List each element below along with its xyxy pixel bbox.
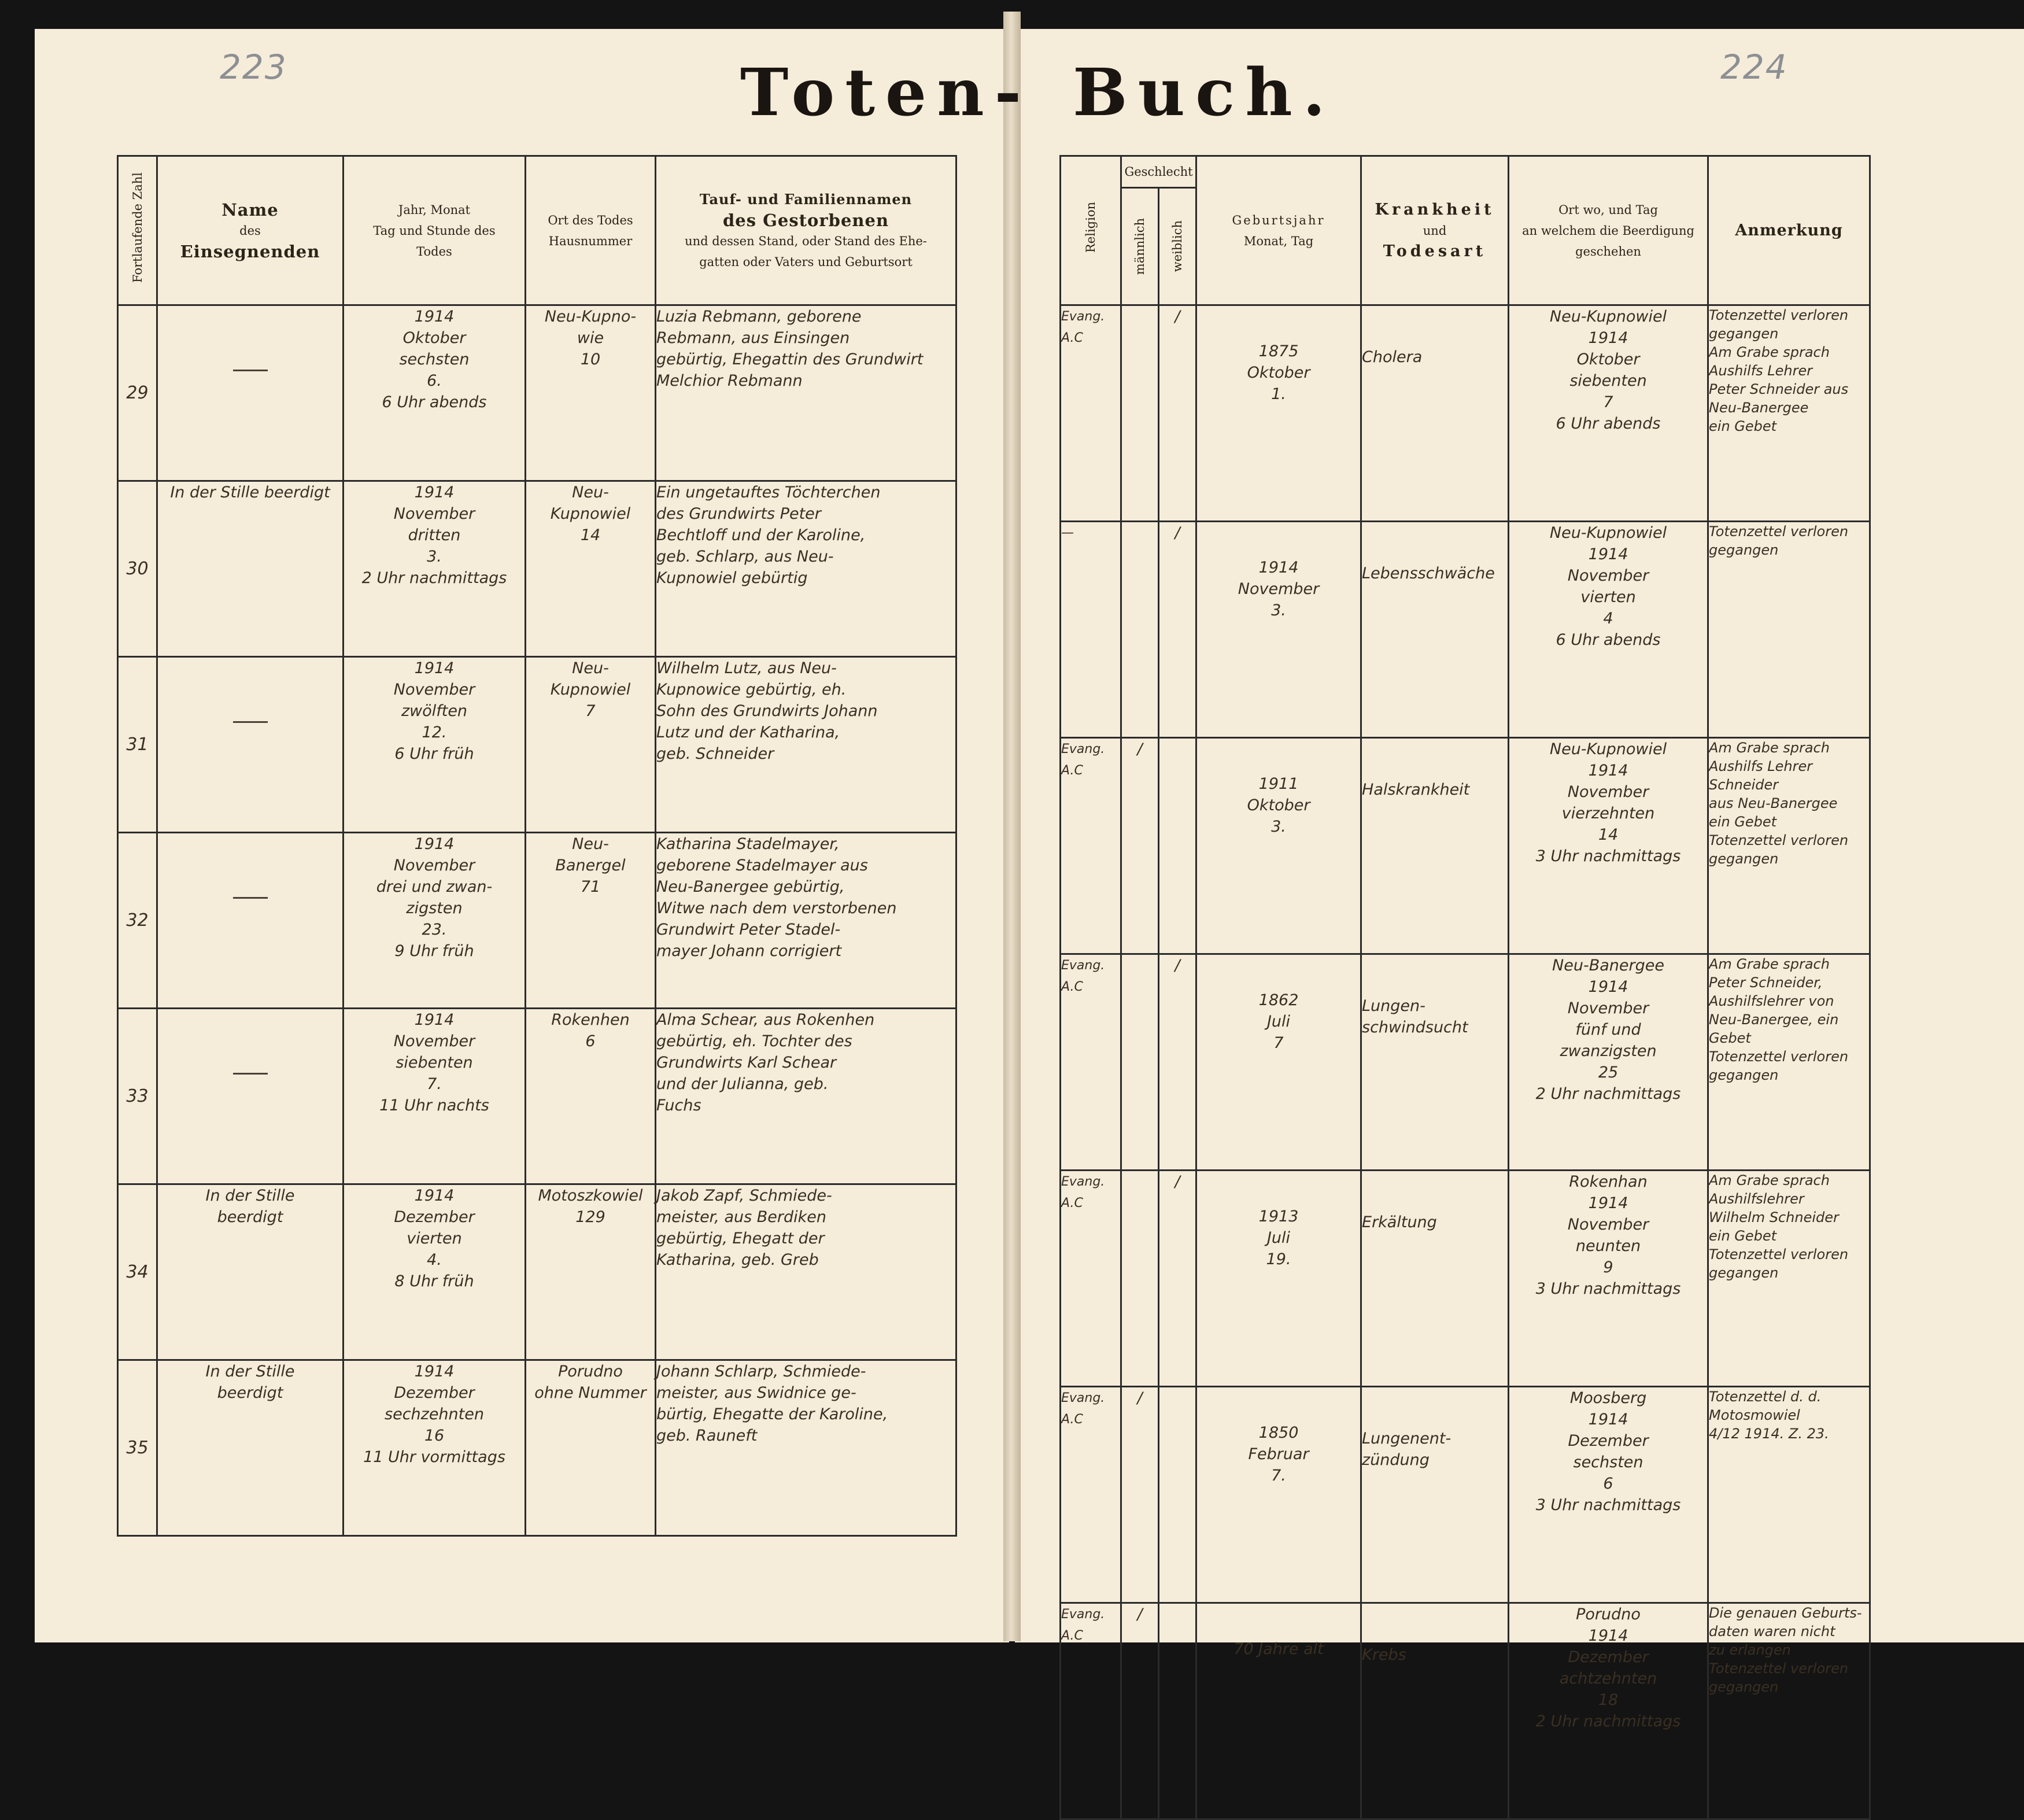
einsegnender-cell xyxy=(157,1009,344,1184)
header-ort-des-todes: Ort des Todes Hausnummer xyxy=(526,156,656,305)
entry-number: 30 xyxy=(118,481,157,657)
table-row xyxy=(118,481,956,657)
page-number-right: 224 xyxy=(1720,47,1788,87)
maennlich-cell xyxy=(1121,522,1159,738)
krankheit-cell: Krebs xyxy=(1361,1603,1509,1819)
anmerkung-cell: Totenzettel verloren gegangen xyxy=(1708,522,1870,738)
todesort-cell: Rokenhen 6 xyxy=(526,1009,656,1184)
krankheit-cell: Lebensschwäche xyxy=(1361,522,1509,738)
header-maennlich: männlich xyxy=(1133,217,1147,275)
geburtsdatum-cell: 70 Jahre alt xyxy=(1196,1603,1361,1819)
header-name: Name des Einsegnenden xyxy=(157,156,344,305)
religion-cell: Evang. A.C xyxy=(1061,1171,1121,1387)
maennlich-cell xyxy=(1121,1171,1159,1387)
entry-number: 31 xyxy=(118,657,157,833)
einsegnender-text: In der Stille beerdigt xyxy=(205,1187,295,1226)
weiblich-cell: / xyxy=(1159,522,1196,738)
verstorbener-cell: Wilhelm Lutz, aus Neu- Kupnowice gebürtig, eh. Sohn des Grundwirts Johann Lutz und der Katharina, geb. Schneider xyxy=(656,657,956,833)
beerdigung-cell: Rokenhan 1914 November neunten 9 3 Uhr nachmittags xyxy=(1509,1171,1708,1387)
entry-number: 32 xyxy=(118,833,157,1009)
dash-mark xyxy=(233,721,268,723)
header-beerdigung: Ort wo, und Tag an welchem die Beerdigung geschehen xyxy=(1509,156,1708,305)
einsegnender-text: In der Stille beerdigt xyxy=(170,483,330,501)
todesdatum-cell: 1914 November dritten 3. 2 Uhr nachmittags xyxy=(344,481,526,657)
todesdatum-cell: 1914 Oktober sechsten 6. 6 Uhr abends xyxy=(344,305,526,481)
table-row xyxy=(1061,1387,1870,1603)
einsegnender-cell xyxy=(157,833,344,1009)
religion-cell: Evang. A.C xyxy=(1061,1387,1121,1603)
weiblich-cell xyxy=(1159,1387,1196,1603)
verstorbener-cell: Jakob Zapf, Schmiede- meister, aus Berdiken gebürtig, Ehegatt der Katharina, geb. Greb xyxy=(656,1184,956,1360)
ledger-right xyxy=(1059,155,1869,1820)
todesort-cell: Motoszkowiel 129 xyxy=(526,1184,656,1360)
krankheit-cell: Lungenent- zündung xyxy=(1361,1387,1509,1603)
einsegnender-cell xyxy=(157,1360,344,1536)
header-anmerkung: Anmerkung xyxy=(1708,156,1870,305)
religion-cell: Evang. A.C xyxy=(1061,1603,1121,1819)
maennlich-cell: / xyxy=(1121,1603,1159,1819)
beerdigung-cell: Neu-Kupnowiel 1914 Oktober siebenten 7 6 Uhr abends xyxy=(1509,305,1708,522)
geburtsdatum-cell: 1913 Juli 19. xyxy=(1196,1171,1361,1387)
table-row xyxy=(118,305,956,481)
maennlich-cell xyxy=(1121,954,1159,1171)
dash-mark xyxy=(233,370,268,371)
verstorbener-cell: Alma Schear, aus Rokenhen gebürtig, eh. Tochter des Grundwirts Karl Schear und der Julianna, geb. Fuchs xyxy=(656,1009,956,1184)
verstorbener-cell: Katharina Stadelmayer, geborene Stadelmayer aus Neu-Banergee gebürtig, Witwe nach dem verstorbenen Grundwirt Peter Stadel- mayer Johann corrigiert xyxy=(656,833,956,1009)
ledger-left xyxy=(117,155,955,1537)
krankheit-cell: Cholera xyxy=(1361,305,1509,522)
dash-mark xyxy=(233,897,268,899)
entry-number: 33 xyxy=(118,1009,157,1184)
religion-cell: Evang. A.C xyxy=(1061,738,1121,954)
geburtsdatum-cell: 1911 Oktober 3. xyxy=(1196,738,1361,954)
todesort-cell: Neu- Kupnowiel 7 xyxy=(526,657,656,833)
table-row xyxy=(1061,1171,1870,1387)
beerdigung-cell: Neu-Kupnowiel 1914 November vierzehnten 14 3 Uhr nachmittags xyxy=(1509,738,1708,954)
dash-mark xyxy=(233,1073,268,1075)
geburtsdatum-cell: 1862 Juli 7 xyxy=(1196,954,1361,1171)
krankheit-cell: Lungen- schwindsucht xyxy=(1361,954,1509,1171)
weiblich-cell: / xyxy=(1159,954,1196,1171)
table-row xyxy=(118,1184,956,1360)
title-right: Buch. xyxy=(1073,55,1336,131)
table-row xyxy=(1061,738,1870,954)
verstorbener-cell: Luzia Rebmann, geborene Rebmann, aus Einsingen gebürtig, Ehegattin des Grundwirt Melchior Rebmann xyxy=(656,305,956,481)
table-row xyxy=(118,833,956,1009)
table-row xyxy=(1061,522,1870,738)
todesort-cell: Porudno ohne Nummer xyxy=(526,1360,656,1536)
header-weiblich: weiblich xyxy=(1170,220,1185,272)
geburtsdatum-cell: 1875 Oktober 1. xyxy=(1196,305,1361,522)
maennlich-cell: / xyxy=(1121,738,1159,954)
header-geburtsjahr: Geburtsjahr Monat, Tag xyxy=(1196,156,1361,305)
table-row xyxy=(118,1009,956,1184)
einsegnender-cell xyxy=(157,481,344,657)
entry-number: 35 xyxy=(118,1360,157,1536)
religion-cell: — xyxy=(1061,522,1121,738)
header-jahr: Jahr, Monat Tag und Stunde des Todes xyxy=(344,156,526,305)
table-row xyxy=(1061,305,1870,522)
weiblich-cell xyxy=(1159,1603,1196,1819)
maennlich-cell: / xyxy=(1121,1387,1159,1603)
beerdigung-cell: Moosberg 1914 Dezember sechsten 6 3 Uhr nachmittags xyxy=(1509,1387,1708,1603)
beerdigung-cell: Neu-Kupnowiel 1914 November vierten 4 6 Uhr abends xyxy=(1509,522,1708,738)
weiblich-cell: / xyxy=(1159,1171,1196,1387)
anmerkung-cell: Am Grabe sprach Aushilfslehrer Wilhelm Schneider ein Gebet Totenzettel verloren gegangen xyxy=(1708,1171,1870,1387)
todesdatum-cell: 1914 November siebenten 7. 11 Uhr nachts xyxy=(344,1009,526,1184)
todesdatum-cell: 1914 November drei und zwan- zigsten 23. 9 Uhr früh xyxy=(344,833,526,1009)
geburtsdatum-cell: 1914 November 3. xyxy=(1196,522,1361,738)
weiblich-cell: / xyxy=(1159,305,1196,522)
anmerkung-cell: Am Grabe sprach Peter Schneider, Aushilfslehrer von Neu-Banergee, ein Gebet Totenzettel verloren gegangen xyxy=(1708,954,1870,1171)
religion-cell: Evang. A.C xyxy=(1061,954,1121,1171)
beerdigung-cell: Neu-Banergee 1914 November fünf und zwanzigsten 25 2 Uhr nachmittags xyxy=(1509,954,1708,1171)
title-left: Toten- xyxy=(740,55,1032,131)
krankheit-cell: Erkältung xyxy=(1361,1171,1509,1387)
einsegnender-cell xyxy=(157,305,344,481)
krankheit-cell: Halskrankheit xyxy=(1361,738,1509,954)
book-gutter xyxy=(1003,12,1021,1641)
weiblich-cell xyxy=(1159,738,1196,954)
page-number-left: 223 xyxy=(220,47,287,87)
todesdatum-cell: 1914 Dezember vierten 4. 8 Uhr früh xyxy=(344,1184,526,1360)
verstorbener-cell: Ein ungetauftes Töchterchen des Grundwirts Peter Bechtloff und der Karoline, geb. Schlarp, aus Neu- Kupnowiel gebürtig xyxy=(656,481,956,657)
todesort-cell: Neu-Kupno- wie 10 xyxy=(526,305,656,481)
entry-number: 29 xyxy=(118,305,157,481)
header-religion: Religion xyxy=(1061,156,1121,305)
religion-cell: Evang. A.C xyxy=(1061,305,1121,522)
todesort-cell: Neu- Kupnowiel 14 xyxy=(526,481,656,657)
todesdatum-cell: 1914 November zwölften 12. 6 Uhr früh xyxy=(344,657,526,833)
header-fortlaufende-zahl: Fortlaufende Zahl xyxy=(118,156,157,305)
todesdatum-cell: 1914 Dezember sechzehnten 16 11 Uhr vormittags xyxy=(344,1360,526,1536)
beerdigung-cell: Porudno 1914 Dezember achtzehnten 18 2 Uhr nachmittags xyxy=(1509,1603,1708,1819)
todesort-cell: Neu- Banergel 71 xyxy=(526,833,656,1009)
table-row xyxy=(118,1360,956,1536)
maennlich-cell xyxy=(1121,305,1159,522)
table-row xyxy=(1061,954,1870,1171)
entry-number: 34 xyxy=(118,1184,157,1360)
einsegnender-cell xyxy=(157,1184,344,1360)
einsegnender-text: In der Stille beerdigt xyxy=(205,1363,295,1402)
anmerkung-cell: Totenzettel d. d. Motosmowiel 4/12 1914. Z. 23. xyxy=(1708,1387,1870,1603)
header-geschlecht: Geschlecht männlich weiblich xyxy=(1121,156,1196,305)
table-row xyxy=(1061,1603,1870,1819)
table-row xyxy=(118,657,956,833)
geburtsdatum-cell: 1850 Februar 7. xyxy=(1196,1387,1361,1603)
anmerkung-cell: Am Grabe sprach Aushilfs Lehrer Schneider aus Neu-Banergee ein Gebet Totenzettel verloren gegangen xyxy=(1708,738,1870,954)
verstorbener-cell: Johann Schlarp, Schmiede- meister, aus Swidnice ge- bürtig, Ehegatte der Karoline, geb. Rauneft xyxy=(656,1360,956,1536)
header-krankheit: Krankheit und Todesart xyxy=(1361,156,1509,305)
anmerkung-cell: Totenzettel verloren gegangen Am Grabe sprach Aushilfs Lehrer Peter Schneider aus Neu-Banergee ein Gebet xyxy=(1708,305,1870,522)
header-tauf-familiennamen: Tauf- und Familiennamen des Gestorbenen und dessen Stand, oder Stand des Ehe- gatten oder Vaters und Geburtsort xyxy=(656,156,956,305)
anmerkung-cell: Die genauen Geburts- daten waren nicht zu erlangen Totenzettel verloren gegangen xyxy=(1708,1603,1870,1819)
einsegnender-cell xyxy=(157,657,344,833)
